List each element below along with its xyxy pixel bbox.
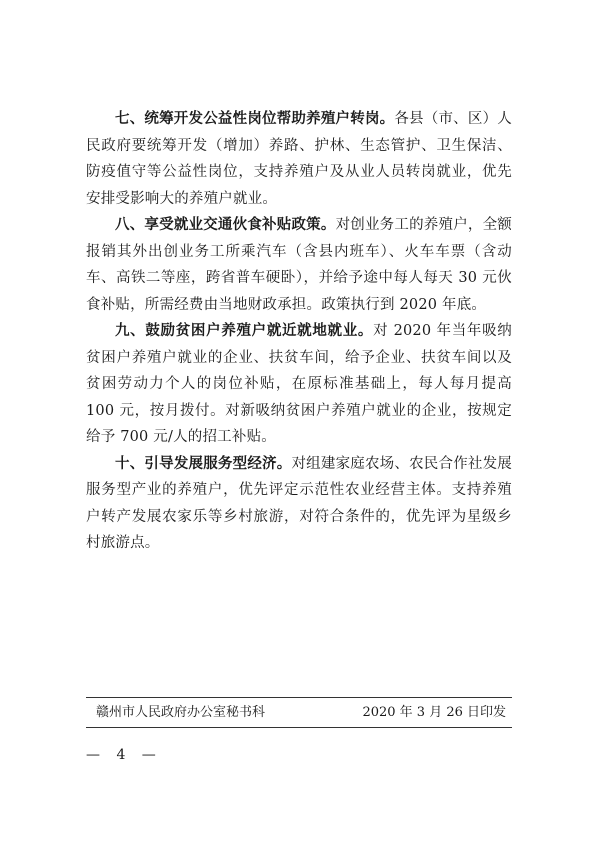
page-number: — 4 — <box>86 747 162 763</box>
paragraph-heading: 九、鼓励贫困户养殖户就近就地就业。 <box>115 323 374 339</box>
footer-bottom-rule <box>86 727 512 728</box>
footer-issuer: 赣州市人民政府办公室秘书科 <box>96 705 266 720</box>
paragraph-text: 对 2020 年当年吸纳贫困户养殖户就业的企业、扶贫车间，给予企业、扶贫车间以及贫困劳动力个人的岗位补贴，在原标准基础上，每人每月提高 100 元，按月拨付。对新吸纳贫困户养殖户就业的企业，按规定给予 700 元/人的招工补贴。 <box>86 323 512 445</box>
paragraph-8 <box>86 212 512 318</box>
paragraph-heading: 七、统筹开发公益性岗位帮助养殖户转岗。 <box>115 111 395 127</box>
footer-top-rule <box>86 697 512 698</box>
paragraph-10 <box>86 451 512 557</box>
paragraph-text: 对创业务工的养殖户，全额报销其外出创业务工所乘汽车（含县内班车）、火车车票（含动车、高铁二等座，跨省普车硬卧），并给予途中每人每天 30 元伙食补贴，所需经费由当地财政承担。政策执行到 2020 年底。 <box>86 217 513 313</box>
paragraph-text: 各县（市、区）人民政府要统筹开发（增加）养路、护林、生态管护、卫生保洁、防疫值守等公益性岗位，支持养殖户及从业人员转岗就业，优先安排受影响大的养殖户就业。 <box>86 111 512 207</box>
paragraph-heading: 八、享受就业交通伙食补贴政策。 <box>115 217 336 233</box>
paragraph-text: 对组建家庭农场、农民合作社发展服务型产业的养殖户，优先评定示范性农业经营主体。支持养殖户转产发展农家乐等乡村旅游，对符合条件的，优先评为星级乡村旅游点。 <box>86 455 513 551</box>
footer-date: 2020 年 3 月 26 日印发 <box>362 705 506 720</box>
paragraph-9 <box>86 318 512 451</box>
paragraph-7 <box>86 106 512 212</box>
document-body <box>86 106 512 557</box>
paragraph-heading: 十、引导发展服务型经济。 <box>115 455 292 472</box>
